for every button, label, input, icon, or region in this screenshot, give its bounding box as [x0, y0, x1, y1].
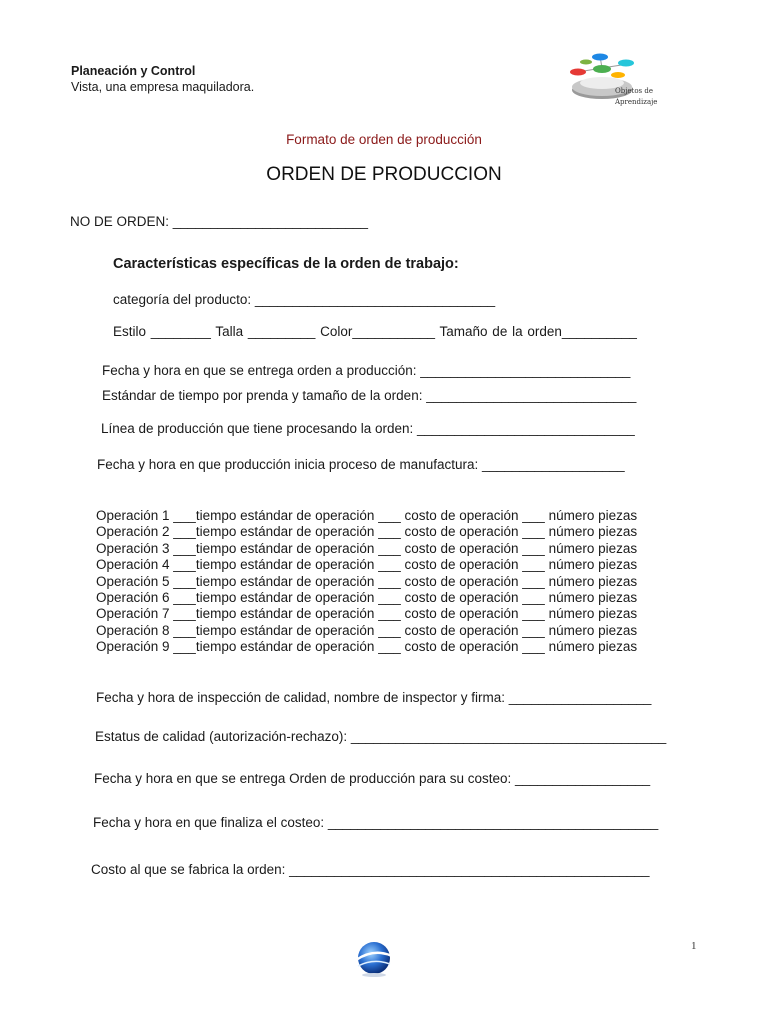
company-title: Planeación y Control: [71, 64, 196, 78]
delivery-for-costing-field: Fecha y hora en que se entrega Orden de producción para su costeo: __________________: [94, 771, 651, 786]
operation-row: Operación 4 ___tiempo estándar de operación ___ costo de operación ___ número piezas: [96, 557, 638, 573]
logo-text-1: Objetos de: [615, 87, 654, 95]
page-number: 1: [691, 940, 697, 952]
document-subtitle: Formato de orden de producción: [286, 132, 482, 147]
operation-row: Operación 1 ___tiempo estándar de operación ___ costo de operación ___ número piezas: [96, 508, 638, 523]
costing-end-field: Fecha y hora en que finaliza el costeo: ____________________________________________: [93, 815, 659, 830]
production-line-field: Línea de producción que tiene procesando la orden: _____________________________: [101, 421, 635, 436]
quality-inspection-field: Fecha y hora de inspección de calidad, nombre de inspector y firma: ___________________: [96, 690, 652, 705]
manufacturing-start-field: Fecha y hora en que producción inicia proceso de manufactura: ___________________: [97, 457, 625, 472]
operation-row: Operación 9 ___tiempo estándar de operación ___ costo de operación ___ número piezas: [96, 639, 638, 655]
operation-row: Operación 8 ___tiempo estándar de operación ___ costo de operación ___ número piezas: [96, 622, 638, 638]
operation-row: Operación 2 ___tiempo estándar de operación ___ costo de operación ___ número piezas: [96, 524, 638, 540]
globe-logo-icon: [352, 938, 396, 978]
quality-status-field: Estatus de calidad (autorización-rechazo): __________________________________________: [95, 729, 667, 744]
operations-list: [96, 508, 637, 656]
operation-row: Operación 3 ___tiempo estándar de operación ___ costo de operación ___ número piezas: [96, 540, 638, 556]
objetos-aprendizaje-logo: [566, 50, 686, 116]
delivery-to-production-field: Fecha y hora en que se entrega orden a producción: ____________________________: [102, 363, 631, 378]
time-standard-field: Estándar de tiempo por prenda y tamaño de la orden: ____________________________: [102, 388, 637, 403]
operation-row: Operación 5 ___tiempo estándar de operación ___ costo de operación ___ número piezas: [96, 573, 638, 589]
product-category-field: categoría del producto: ________________________________: [113, 292, 496, 307]
logo-text-2: Aprendizaje: [615, 98, 658, 106]
attributes-field: Estilo ________ Talla _________ Color___________ Tamaño de la orden__________: [113, 324, 637, 339]
operation-row: Operación 6 ___tiempo estándar de operación ___ costo de operación ___ número piezas: [96, 590, 638, 606]
operation-row: Operación 7 ___tiempo estándar de operación ___ costo de operación ___ número piezas: [96, 606, 638, 622]
order-number-field: NO DE ORDEN: __________________________: [70, 214, 368, 229]
company-subtitle: Vista, una empresa maquiladora.: [71, 80, 255, 94]
section-heading: Características específicas de la orden de trabajo:: [113, 256, 459, 272]
manufacturing-cost-field: Costo al que se fabrica la orden: ________________________________________________: [91, 862, 650, 877]
document-title: ORDEN DE PRODUCCION: [266, 164, 502, 185]
